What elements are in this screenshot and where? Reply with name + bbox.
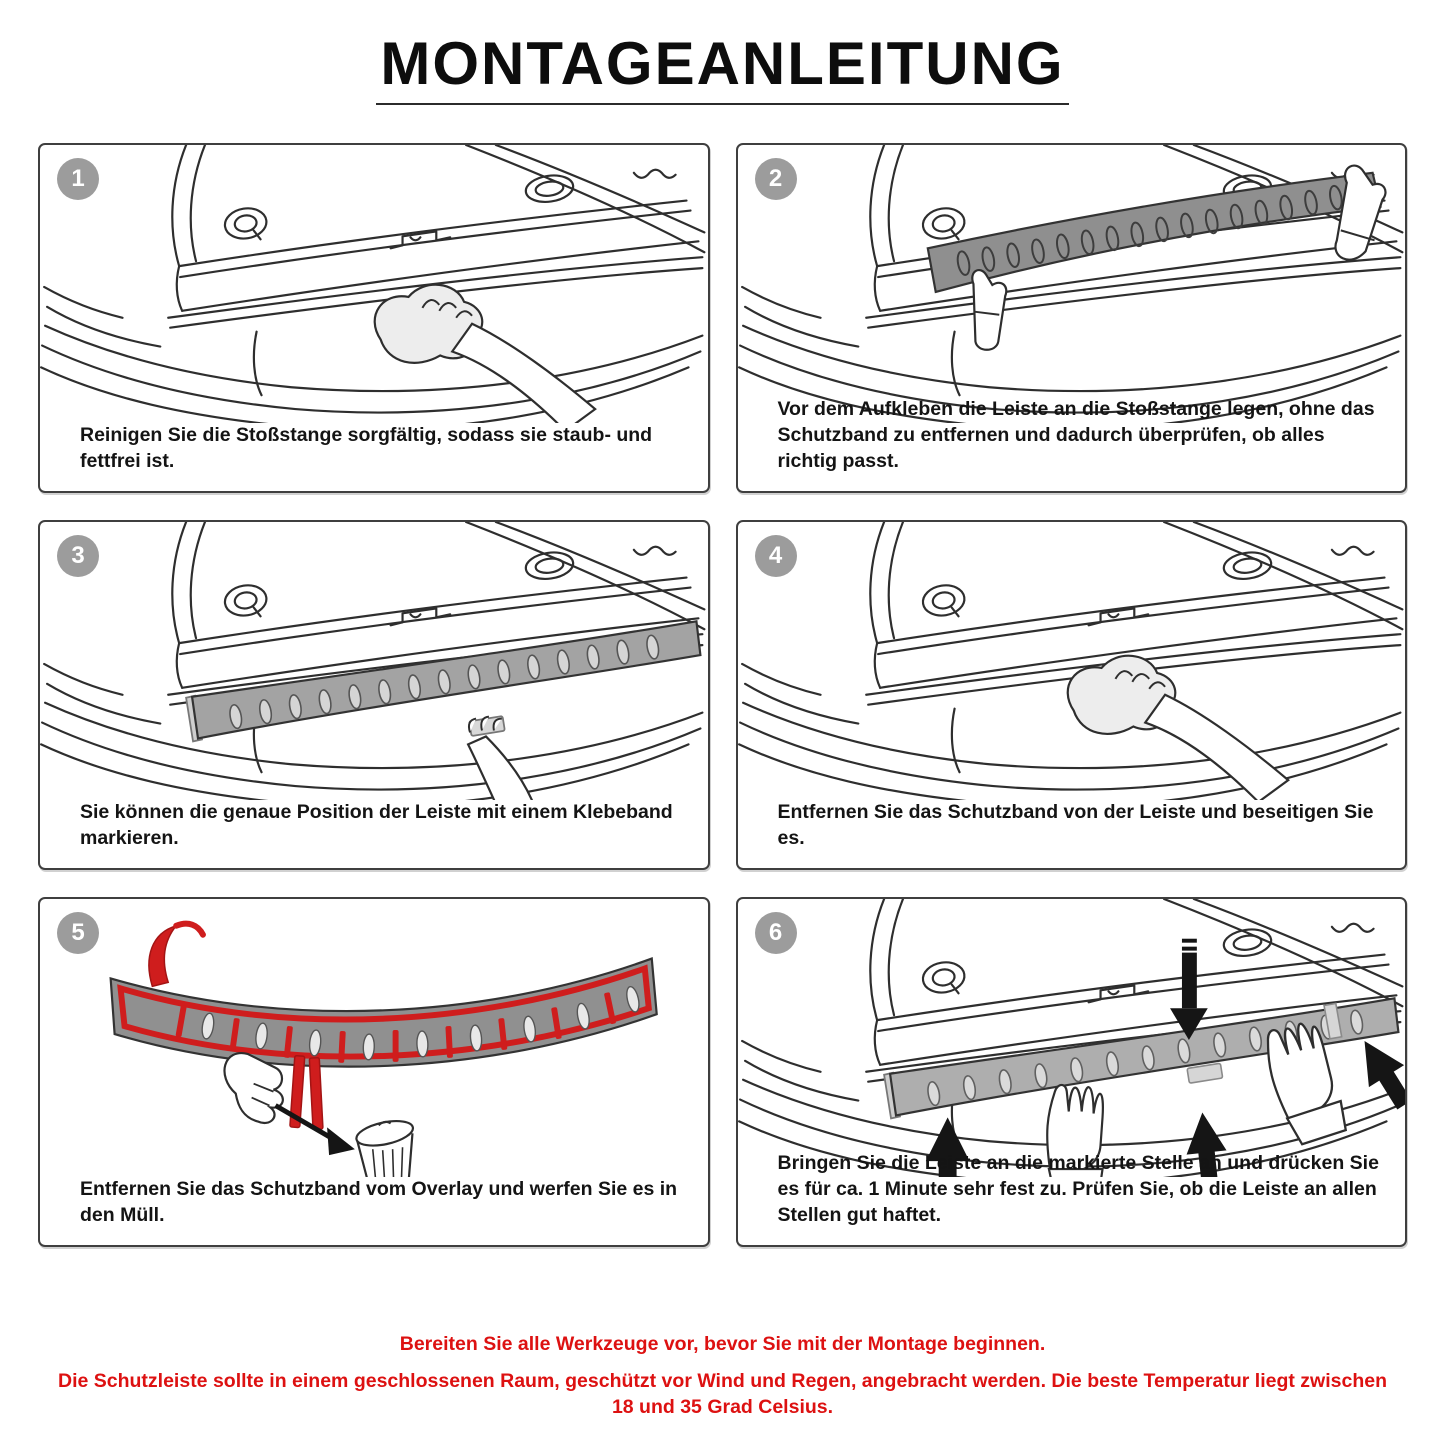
step-number-badge: 3 <box>57 535 99 577</box>
step-caption: Bringen Sie die Leiste an die markierte Stelle an und drücken Sie es für ca. 1 Minute sehr fest zu. Prüfen Sie, ob die Leiste an allen Stellen gut haftet. <box>777 1152 1379 1227</box>
step-4-illustration band-removal-icon <box>738 522 1406 800</box>
page-title: MONTAGEANLEITUNG <box>376 34 1068 105</box>
step-panel-1 <box>38 143 710 493</box>
step-caption: Sie können die genaue Position der Leiste mit einem Klebeband markieren. <box>80 801 673 850</box>
step-panel-4 <box>736 520 1408 870</box>
step-panel-2 <box>736 143 1408 493</box>
up-arrow-icon <box>1346 1030 1405 1116</box>
step-caption: Reinigen Sie die Stoßstange sorgfältig, sodass sie staub- und fettfrei ist. <box>80 424 653 473</box>
step-number-badge: 6 <box>755 912 797 954</box>
step-number-badge: 5 <box>57 912 99 954</box>
step-6-illustration strip-press-icon <box>738 899 1406 1177</box>
steps-grid <box>38 143 1407 1247</box>
footer-warning-tools: Bereiten Sie alle Werkzeuge vor, bevor Sie mit der Montage beginnen. <box>399 1333 1046 1355</box>
step-number-badge: 2 <box>755 158 797 200</box>
step-5-illustration overlay-tape-disposal-icon <box>40 899 708 1177</box>
step-caption: Entfernen Sie das Schutzband von der Leiste und beseitigen Sie es. <box>777 801 1374 850</box>
holding-hand-left-icon <box>972 270 1006 350</box>
footer-warning-environment: Die Schutzleiste sollte in einem geschlossenen Raum, geschützt vor Wind und Regen, angebracht werden. Die beste Temperatur liegt zwischen 18 und 35 Grad Celsius. <box>57 1370 1387 1419</box>
step-1-illustration car-rear-wipe-icon <box>40 145 708 423</box>
step-2-illustration strip-test-fit-icon <box>738 145 1406 423</box>
protection-strip <box>927 173 1380 292</box>
step-caption: Entfernen Sie das Schutzband vom Overlay und werfen Sie es in den Müll. <box>80 1178 678 1227</box>
title-wrap <box>0 0 1445 105</box>
step-caption: Vor dem Aufkleben die Leiste an die Stoßstange legen, ohne das Schutzband zu entfernen und dadurch überprüfen, ob alles richtig passt. <box>777 398 1375 473</box>
arrow-icon <box>327 1127 355 1155</box>
step-panel-3 <box>38 520 710 870</box>
disposal-scene <box>224 1053 415 1177</box>
step-panel-5 <box>38 897 710 1247</box>
step-number-badge: 1 <box>57 158 99 200</box>
overlay-strip-with-red-tape <box>111 924 657 1067</box>
step-3-illustration strip-marking-icon <box>40 522 708 800</box>
step-panel-6 <box>736 897 1408 1247</box>
step-number-badge: 4 <box>755 535 797 577</box>
trash-can-icon <box>354 1117 415 1177</box>
